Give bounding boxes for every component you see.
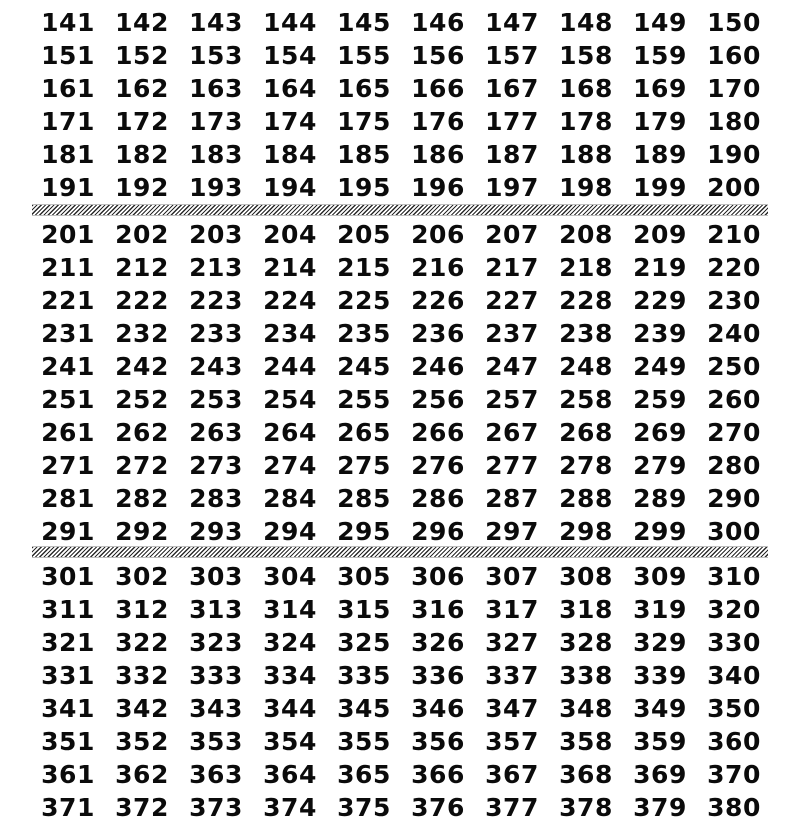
number-cell: 370 xyxy=(707,760,761,789)
number-cell: 331 xyxy=(41,661,95,690)
number-cell: 177 xyxy=(485,107,539,136)
number-cell: 179 xyxy=(633,107,687,136)
number-cell: 183 xyxy=(189,140,243,169)
number-cell: 299 xyxy=(633,517,687,546)
number-cell: 275 xyxy=(337,451,391,480)
number-cell: 355 xyxy=(337,727,391,756)
number-cell: 232 xyxy=(115,319,169,348)
number-cell: 142 xyxy=(115,8,169,37)
number-cell: 240 xyxy=(707,319,761,348)
section-divider xyxy=(32,546,768,558)
number-cell: 307 xyxy=(485,562,539,591)
number-cell: 231 xyxy=(41,319,95,348)
number-cell: 148 xyxy=(559,8,613,37)
number-cell: 264 xyxy=(263,418,317,447)
number-cell: 185 xyxy=(337,140,391,169)
number-cell: 318 xyxy=(559,595,613,624)
section-divider xyxy=(32,204,768,216)
number-cell: 334 xyxy=(263,661,317,690)
number-cell: 344 xyxy=(263,694,317,723)
number-cell: 306 xyxy=(411,562,465,591)
number-row xyxy=(0,416,800,449)
number-cell: 147 xyxy=(485,8,539,37)
number-cell: 157 xyxy=(485,41,539,70)
number-cell: 378 xyxy=(559,793,613,822)
number-cell: 213 xyxy=(189,253,243,282)
number-cell: 338 xyxy=(559,661,613,690)
number-cell: 271 xyxy=(41,451,95,480)
number-cell: 168 xyxy=(559,74,613,103)
number-cell: 282 xyxy=(115,484,169,513)
number-cell: 225 xyxy=(337,286,391,315)
number-cell: 206 xyxy=(411,220,465,249)
number-cell: 251 xyxy=(41,385,95,414)
number-row xyxy=(0,284,800,317)
number-cell: 208 xyxy=(559,220,613,249)
number-cell: 193 xyxy=(189,173,243,202)
number-cell: 235 xyxy=(337,319,391,348)
number-cell: 243 xyxy=(189,352,243,381)
number-cell: 218 xyxy=(559,253,613,282)
number-cell: 345 xyxy=(337,694,391,723)
number-cell: 260 xyxy=(707,385,761,414)
number-cell: 324 xyxy=(263,628,317,657)
number-cell: 198 xyxy=(559,173,613,202)
number-cell: 228 xyxy=(559,286,613,315)
number-cell: 211 xyxy=(41,253,95,282)
number-cell: 256 xyxy=(411,385,465,414)
number-cell: 327 xyxy=(485,628,539,657)
number-cell: 258 xyxy=(559,385,613,414)
number-cell: 199 xyxy=(633,173,687,202)
number-cell: 150 xyxy=(707,8,761,37)
number-cell: 348 xyxy=(559,694,613,723)
number-cell: 200 xyxy=(707,173,761,202)
number-cell: 253 xyxy=(189,385,243,414)
number-cell: 350 xyxy=(707,694,761,723)
number-cell: 169 xyxy=(633,74,687,103)
number-cell: 339 xyxy=(633,661,687,690)
number-cell: 229 xyxy=(633,286,687,315)
number-cell: 373 xyxy=(189,793,243,822)
number-cell: 227 xyxy=(485,286,539,315)
number-cell: 303 xyxy=(189,562,243,591)
number-cell: 161 xyxy=(41,74,95,103)
number-cell: 181 xyxy=(41,140,95,169)
number-cell: 293 xyxy=(189,517,243,546)
number-cell: 369 xyxy=(633,760,687,789)
number-cell: 259 xyxy=(633,385,687,414)
number-cell: 335 xyxy=(337,661,391,690)
number-cell: 379 xyxy=(633,793,687,822)
number-cell: 207 xyxy=(485,220,539,249)
number-row xyxy=(0,350,800,383)
number-cell: 152 xyxy=(115,41,169,70)
number-cell: 244 xyxy=(263,352,317,381)
number-cell: 268 xyxy=(559,418,613,447)
number-row xyxy=(0,317,800,350)
number-cell: 357 xyxy=(485,727,539,756)
number-cell: 182 xyxy=(115,140,169,169)
number-cell: 353 xyxy=(189,727,243,756)
number-cell: 192 xyxy=(115,173,169,202)
number-row xyxy=(0,725,800,758)
number-cell: 371 xyxy=(41,793,95,822)
number-cell: 174 xyxy=(263,107,317,136)
number-cell: 279 xyxy=(633,451,687,480)
number-cell: 247 xyxy=(485,352,539,381)
number-cell: 217 xyxy=(485,253,539,282)
number-cell: 281 xyxy=(41,484,95,513)
number-cell: 170 xyxy=(707,74,761,103)
number-cell: 162 xyxy=(115,74,169,103)
number-cell: 189 xyxy=(633,140,687,169)
number-cell: 239 xyxy=(633,319,687,348)
number-cell: 330 xyxy=(707,628,761,657)
number-cell: 149 xyxy=(633,8,687,37)
number-cell: 175 xyxy=(337,107,391,136)
number-cell: 238 xyxy=(559,319,613,348)
number-cell: 360 xyxy=(707,727,761,756)
number-cell: 343 xyxy=(189,694,243,723)
number-row xyxy=(0,105,800,138)
number-cell: 364 xyxy=(263,760,317,789)
number-cell: 178 xyxy=(559,107,613,136)
number-cell: 320 xyxy=(707,595,761,624)
number-cell: 315 xyxy=(337,595,391,624)
number-cell: 155 xyxy=(337,41,391,70)
number-row xyxy=(0,515,800,548)
number-cell: 354 xyxy=(263,727,317,756)
number-cell: 146 xyxy=(411,8,465,37)
number-cell: 212 xyxy=(115,253,169,282)
number-cell: 233 xyxy=(189,319,243,348)
number-cell: 236 xyxy=(411,319,465,348)
number-cell: 333 xyxy=(189,661,243,690)
number-cell: 205 xyxy=(337,220,391,249)
number-row xyxy=(0,692,800,725)
number-cell: 365 xyxy=(337,760,391,789)
number-cell: 220 xyxy=(707,253,761,282)
number-cell: 301 xyxy=(41,562,95,591)
number-cell: 196 xyxy=(411,173,465,202)
number-cell: 267 xyxy=(485,418,539,447)
number-cell: 280 xyxy=(707,451,761,480)
number-cell: 291 xyxy=(41,517,95,546)
number-cell: 319 xyxy=(633,595,687,624)
number-cell: 216 xyxy=(411,253,465,282)
number-cell: 278 xyxy=(559,451,613,480)
number-cell: 374 xyxy=(263,793,317,822)
number-cell: 241 xyxy=(41,352,95,381)
number-cell: 197 xyxy=(485,173,539,202)
number-cell: 262 xyxy=(115,418,169,447)
number-row xyxy=(0,138,800,171)
number-cell: 302 xyxy=(115,562,169,591)
number-cell: 317 xyxy=(485,595,539,624)
number-cell: 257 xyxy=(485,385,539,414)
number-cell: 340 xyxy=(707,661,761,690)
number-cell: 287 xyxy=(485,484,539,513)
number-row xyxy=(0,626,800,659)
number-cell: 294 xyxy=(263,517,317,546)
number-cell: 341 xyxy=(41,694,95,723)
number-cell: 292 xyxy=(115,517,169,546)
number-cell: 322 xyxy=(115,628,169,657)
number-cell: 295 xyxy=(337,517,391,546)
number-cell: 191 xyxy=(41,173,95,202)
number-cell: 156 xyxy=(411,41,465,70)
number-cell: 314 xyxy=(263,595,317,624)
number-cell: 361 xyxy=(41,760,95,789)
number-cell: 332 xyxy=(115,661,169,690)
number-cell: 221 xyxy=(41,286,95,315)
number-cell: 204 xyxy=(263,220,317,249)
number-cell: 246 xyxy=(411,352,465,381)
number-cell: 329 xyxy=(633,628,687,657)
number-cell: 310 xyxy=(707,562,761,591)
number-row xyxy=(0,39,800,72)
number-cell: 242 xyxy=(115,352,169,381)
number-cell: 368 xyxy=(559,760,613,789)
number-cell: 201 xyxy=(41,220,95,249)
number-cell: 210 xyxy=(707,220,761,249)
number-cell: 349 xyxy=(633,694,687,723)
number-row xyxy=(0,560,800,593)
number-cell: 377 xyxy=(485,793,539,822)
number-cell: 336 xyxy=(411,661,465,690)
number-cell: 171 xyxy=(41,107,95,136)
number-cell: 289 xyxy=(633,484,687,513)
number-cell: 326 xyxy=(411,628,465,657)
number-cell: 252 xyxy=(115,385,169,414)
number-cell: 380 xyxy=(707,793,761,822)
number-cell: 245 xyxy=(337,352,391,381)
number-cell: 180 xyxy=(707,107,761,136)
number-cell: 375 xyxy=(337,793,391,822)
number-cell: 304 xyxy=(263,562,317,591)
number-cell: 273 xyxy=(189,451,243,480)
number-cell: 249 xyxy=(633,352,687,381)
number-cell: 323 xyxy=(189,628,243,657)
number-cell: 214 xyxy=(263,253,317,282)
number-row xyxy=(0,251,800,284)
number-cell: 288 xyxy=(559,484,613,513)
number-row xyxy=(0,593,800,626)
number-cell: 296 xyxy=(411,517,465,546)
number-row xyxy=(0,758,800,791)
number-cell: 270 xyxy=(707,418,761,447)
number-cell: 274 xyxy=(263,451,317,480)
number-cell: 272 xyxy=(115,451,169,480)
number-cell: 255 xyxy=(337,385,391,414)
number-cell: 143 xyxy=(189,8,243,37)
number-cell: 173 xyxy=(189,107,243,136)
number-cell: 223 xyxy=(189,286,243,315)
number-cell: 325 xyxy=(337,628,391,657)
number-cell: 224 xyxy=(263,286,317,315)
number-cell: 187 xyxy=(485,140,539,169)
number-cell: 285 xyxy=(337,484,391,513)
number-cell: 172 xyxy=(115,107,169,136)
number-cell: 226 xyxy=(411,286,465,315)
number-cell: 308 xyxy=(559,562,613,591)
number-cell: 158 xyxy=(559,41,613,70)
number-cell: 283 xyxy=(189,484,243,513)
number-cell: 160 xyxy=(707,41,761,70)
number-cell: 286 xyxy=(411,484,465,513)
number-cell: 190 xyxy=(707,140,761,169)
number-cell: 154 xyxy=(263,41,317,70)
number-cell: 202 xyxy=(115,220,169,249)
number-row xyxy=(0,6,800,39)
number-cell: 203 xyxy=(189,220,243,249)
number-cell: 263 xyxy=(189,418,243,447)
number-row xyxy=(0,482,800,515)
number-cell: 351 xyxy=(41,727,95,756)
number-cell: 184 xyxy=(263,140,317,169)
number-cell: 277 xyxy=(485,451,539,480)
number-cell: 309 xyxy=(633,562,687,591)
number-cell: 367 xyxy=(485,760,539,789)
number-row xyxy=(0,171,800,204)
number-cell: 311 xyxy=(41,595,95,624)
number-cell: 176 xyxy=(411,107,465,136)
number-cell: 194 xyxy=(263,173,317,202)
number-cell: 215 xyxy=(337,253,391,282)
number-cell: 219 xyxy=(633,253,687,282)
number-cell: 250 xyxy=(707,352,761,381)
number-cell: 290 xyxy=(707,484,761,513)
number-cell: 153 xyxy=(189,41,243,70)
number-cell: 312 xyxy=(115,595,169,624)
number-cell: 352 xyxy=(115,727,169,756)
number-row xyxy=(0,791,800,824)
number-cell: 261 xyxy=(41,418,95,447)
number-row xyxy=(0,218,800,251)
number-cell: 159 xyxy=(633,41,687,70)
number-cell: 342 xyxy=(115,694,169,723)
number-cell: 151 xyxy=(41,41,95,70)
number-cell: 316 xyxy=(411,595,465,624)
number-cell: 141 xyxy=(41,8,95,37)
number-cell: 372 xyxy=(115,793,169,822)
number-cell: 337 xyxy=(485,661,539,690)
number-cell: 145 xyxy=(337,8,391,37)
number-cell: 321 xyxy=(41,628,95,657)
number-cell: 284 xyxy=(263,484,317,513)
number-cell: 305 xyxy=(337,562,391,591)
number-cell: 366 xyxy=(411,760,465,789)
number-cell: 254 xyxy=(263,385,317,414)
number-cell: 269 xyxy=(633,418,687,447)
number-cell: 347 xyxy=(485,694,539,723)
number-cell: 376 xyxy=(411,793,465,822)
number-cell: 166 xyxy=(411,74,465,103)
number-cell: 167 xyxy=(485,74,539,103)
number-cell: 164 xyxy=(263,74,317,103)
number-cell: 300 xyxy=(707,517,761,546)
number-cell: 230 xyxy=(707,286,761,315)
number-cell: 195 xyxy=(337,173,391,202)
number-cell: 234 xyxy=(263,319,317,348)
number-cell: 297 xyxy=(485,517,539,546)
number-cell: 313 xyxy=(189,595,243,624)
number-cell: 209 xyxy=(633,220,687,249)
number-cell: 328 xyxy=(559,628,613,657)
number-cell: 265 xyxy=(337,418,391,447)
number-row xyxy=(0,383,800,416)
number-cell: 188 xyxy=(559,140,613,169)
number-cell: 362 xyxy=(115,760,169,789)
number-row xyxy=(0,659,800,692)
number-cell: 298 xyxy=(559,517,613,546)
number-cell: 144 xyxy=(263,8,317,37)
number-row xyxy=(0,72,800,105)
number-cell: 163 xyxy=(189,74,243,103)
number-cell: 165 xyxy=(337,74,391,103)
number-cell: 358 xyxy=(559,727,613,756)
number-cell: 222 xyxy=(115,286,169,315)
number-cell: 237 xyxy=(485,319,539,348)
number-cell: 266 xyxy=(411,418,465,447)
number-cell: 346 xyxy=(411,694,465,723)
number-cell: 186 xyxy=(411,140,465,169)
number-row xyxy=(0,449,800,482)
number-cell: 359 xyxy=(633,727,687,756)
number-cell: 276 xyxy=(411,451,465,480)
number-cell: 356 xyxy=(411,727,465,756)
number-cell: 363 xyxy=(189,760,243,789)
number-cell: 248 xyxy=(559,352,613,381)
